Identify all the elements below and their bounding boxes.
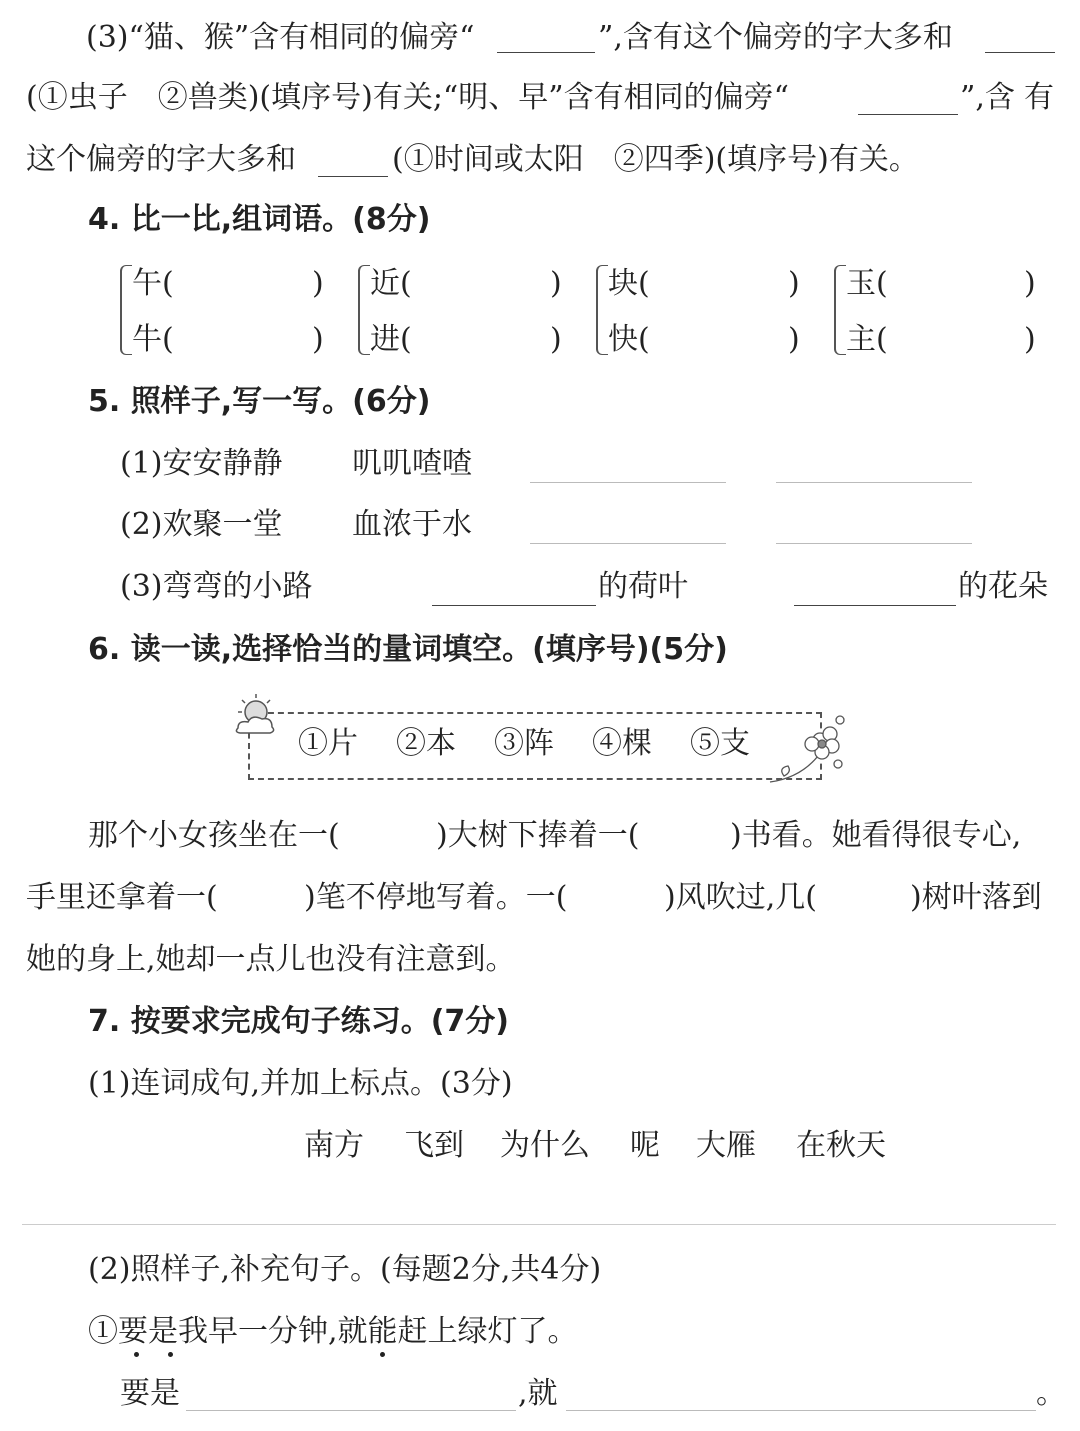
q3-blank-choice-2[interactable] xyxy=(318,176,388,177)
option-3: ③阵 xyxy=(494,726,554,761)
q3-line3-a: 这个偏旁的字大多和 xyxy=(26,142,296,177)
q4-pair3-bottom: 快( xyxy=(608,322,650,357)
word-3: 为什么 xyxy=(500,1128,590,1163)
brace-2 xyxy=(358,265,370,355)
sun-cloud-icon xyxy=(230,690,290,740)
q7-fill-a: 要是 xyxy=(120,1376,180,1411)
q3-blank-radical-1[interactable] xyxy=(497,52,595,53)
q7-fill-b: ,就 xyxy=(518,1376,558,1411)
q7-sub2: (2)照样子,补充句子。(每题2分,共4分) xyxy=(88,1252,602,1287)
q5-row3-mid: 的荷叶 xyxy=(598,569,688,604)
brace-1 xyxy=(120,265,132,355)
answer-divider xyxy=(22,1224,1056,1225)
word-2: 飞到 xyxy=(404,1128,464,1163)
q4-pair4-top-close: ) xyxy=(1024,266,1036,301)
option-4: ④棵 xyxy=(592,726,652,761)
q4-pair4-bottom-close: ) xyxy=(1024,322,1036,357)
q5-row3-blank-1[interactable] xyxy=(432,605,596,606)
q6-para3: 她的身上,她却一点儿也没有注意到。 xyxy=(26,942,516,977)
q3-blank-choice-1[interactable] xyxy=(985,52,1055,53)
q5-row1-label: (1)安安静静 xyxy=(120,446,283,481)
q4-pair1-bottom: 牛( xyxy=(132,322,174,357)
word-1: 南方 xyxy=(304,1128,364,1163)
q4-pair3-top-close: ) xyxy=(788,266,800,301)
q7-title: 7. 按要求完成句子练习。(7分) xyxy=(88,1004,510,1039)
q3-line2-a: (①虫子 ②兽类)(填序号)有关;“明、早”含有相同的偏旁“ xyxy=(26,80,789,115)
option-1: ①片 xyxy=(298,726,358,761)
word-4: 呢 xyxy=(630,1128,660,1163)
q4-title: 4. 比一比,组词语。(8分) xyxy=(88,202,431,237)
q5-row2-label: (2)欢聚一堂 xyxy=(120,507,283,542)
q5-row1-blank-2[interactable] xyxy=(776,482,972,483)
word-6: 在秋天 xyxy=(796,1128,886,1163)
q5-row3-label: (3)弯弯的小路 xyxy=(120,569,313,604)
q7-fill-end: 。 xyxy=(1036,1376,1066,1411)
q6-para2-b: )笔不停地写着。一( xyxy=(304,880,568,915)
q4-pair1-bottom-close: ) xyxy=(312,322,324,357)
word-5: 大雁 xyxy=(696,1128,756,1163)
q7-fill-blank-1[interactable] xyxy=(186,1410,516,1411)
q4-pair2-top-close: ) xyxy=(550,266,562,301)
q6-para1-b: )大树下捧着一( xyxy=(436,818,640,853)
emphasis-dot-1 xyxy=(134,1352,139,1357)
q3-line1-b: ”,含有这个偏旁的字大多和 xyxy=(598,20,953,55)
q3-blank-radical-2[interactable] xyxy=(858,114,958,115)
brace-3 xyxy=(596,265,608,355)
q5-row1-blank-1[interactable] xyxy=(530,482,726,483)
q5-row3-end: 的花朵 xyxy=(958,569,1048,604)
q5-row2-blank-1[interactable] xyxy=(530,543,726,544)
q5-row3-blank-2[interactable] xyxy=(794,605,956,606)
q4-pair3-bottom-close: ) xyxy=(788,322,800,357)
q3-line1-a: (3)“猫、猴”含有相同的偏旁“ xyxy=(86,20,475,55)
q6-para2-c: )风吹过,几( xyxy=(664,880,817,915)
q5-title: 5. 照样子,写一写。(6分) xyxy=(88,384,431,419)
q4-pair1-top: 午( xyxy=(132,266,174,301)
q4-pair1-top-close: ) xyxy=(312,266,324,301)
q4-pair2-bottom-close: ) xyxy=(550,322,562,357)
q3-line2-b: ”,含 xyxy=(960,80,1015,115)
q4-pair3-top: 块( xyxy=(608,266,650,301)
q7-sub1: (1)连词成句,并加上标点。(3分) xyxy=(88,1066,513,1101)
q4-pair4-bottom: 主( xyxy=(846,322,888,357)
q4-pair2-top: 近( xyxy=(370,266,412,301)
option-2: ②本 xyxy=(396,726,456,761)
q5-row2-blank-2[interactable] xyxy=(776,543,972,544)
q7-example: ①要是我早一分钟,就能赶上绿灯了。 xyxy=(88,1314,578,1349)
q4-pair4-top: 玉( xyxy=(846,266,888,301)
q6-para2-d: )树叶落到 xyxy=(910,880,1042,915)
q5-row2-example: 血浓于水 xyxy=(352,507,472,542)
brace-4 xyxy=(834,265,846,355)
q4-pair2-bottom: 进( xyxy=(370,322,412,357)
q6-para1-c: )书看。她看得很专心, xyxy=(730,818,1022,853)
q6-para1-a: 那个小女孩坐在一( xyxy=(88,818,340,853)
q6-title: 6. 读一读,选择恰当的量词填空。(填序号)(5分) xyxy=(88,632,728,667)
flower-icon xyxy=(760,710,850,790)
q5-row1-example: 叽叽喳喳 xyxy=(352,446,472,481)
option-5: ⑤支 xyxy=(690,726,750,761)
emphasis-dot-2 xyxy=(168,1352,173,1357)
q6-para2-a: 手里还拿着一( xyxy=(26,880,218,915)
q3-line3-b: (①时间或太阳 ②四季)(填序号)有关。 xyxy=(392,142,919,177)
emphasis-dot-3 xyxy=(380,1352,385,1357)
q7-fill-blank-2[interactable] xyxy=(566,1410,1036,1411)
q3-line2-c: 有 xyxy=(1024,80,1054,115)
